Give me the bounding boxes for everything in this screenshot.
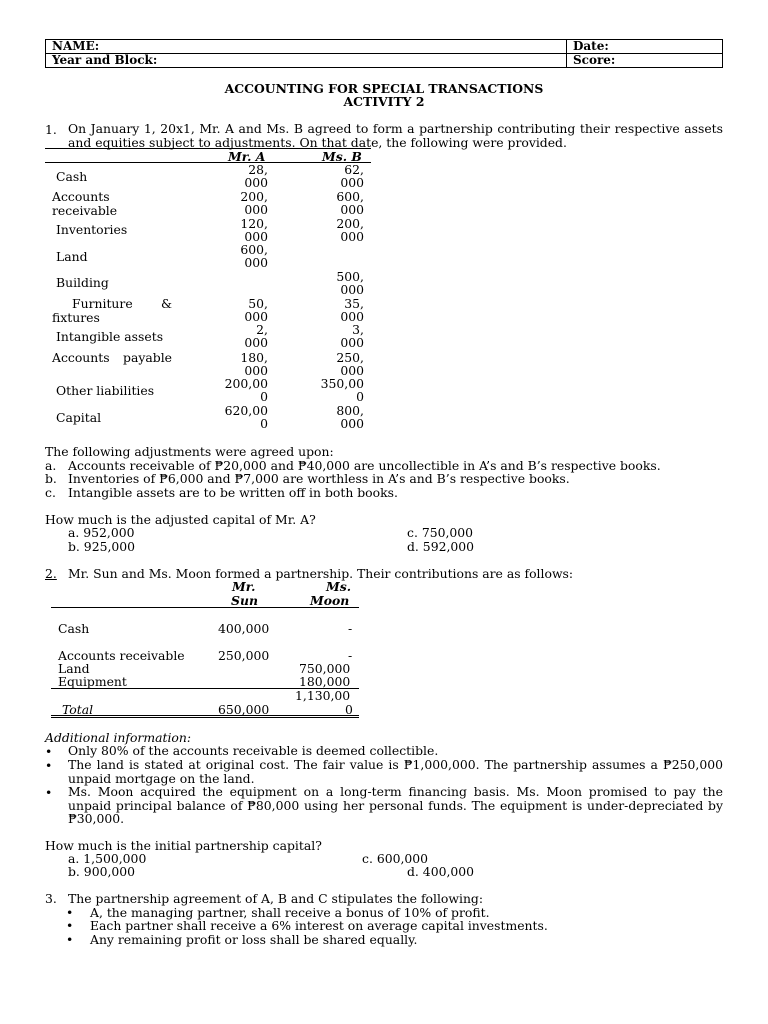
q1-row-label xyxy=(52,351,172,365)
q1-row-label: Inventories xyxy=(56,222,128,237)
q1-row-b: 250, 000 xyxy=(336,350,364,378)
q1-row-label-text: Furniture & fixtures xyxy=(52,296,172,325)
bullet-icon: • xyxy=(45,785,53,800)
q1-row-b: 35, 000 xyxy=(340,296,364,324)
q1-row-label: Other liabilities xyxy=(56,383,155,398)
q2-row-label: Accounts receivable xyxy=(58,648,185,663)
bullet-icon: • xyxy=(45,744,53,759)
header-table xyxy=(45,39,723,68)
q2-question: How much is the initial partnership capital? xyxy=(45,838,322,853)
q2-row-label: Land xyxy=(58,661,90,676)
q3-bullet-2: Each partner shall receive a 6% interest on average capital investments. xyxy=(90,918,548,933)
title-line2: ACTIVITY 2 xyxy=(343,94,425,109)
q1-adjust-c-text: Intangible assets are to be written off in both books. xyxy=(68,485,398,500)
q1-adjust-b-letter: b. xyxy=(45,471,57,486)
q1-row-b: 800, 000 xyxy=(336,403,364,431)
q2-total-moon-1: 1,130,00 xyxy=(295,688,351,703)
q1-row-label xyxy=(52,297,172,324)
q1-row-label: Land xyxy=(56,249,88,264)
q2-choice-d: d. 400,000 xyxy=(407,864,475,879)
q3-number: 3. xyxy=(45,891,57,906)
q1-choice-b: b. 925,000 xyxy=(68,539,136,554)
q1-row-a: 200,00 0 xyxy=(224,376,268,404)
q2-total-label: Total xyxy=(62,702,94,717)
q1-col-b: Ms. B xyxy=(322,149,362,164)
year-block-label: Year and Block: xyxy=(46,54,567,68)
q2-choice-a: a. 1,500,000 xyxy=(68,851,147,866)
q1-row-a: 28, 000 xyxy=(244,162,268,190)
name-label: NAME: xyxy=(46,40,567,54)
q2-row-moon: - xyxy=(348,621,353,636)
date-label: Date: xyxy=(567,40,723,54)
q1-row-a: 2, 000 xyxy=(244,322,268,350)
q2-table-head-rule xyxy=(51,607,359,608)
q1-row-a: 180, 000 xyxy=(240,350,268,378)
q2-row-label: Cash xyxy=(58,621,90,636)
q1-text: On January 1, 20x1, Mr. A and Ms. B agreed to form a partnership contributing their respective assets and equities subject to adjustments. On that date, the following were provided. xyxy=(68,121,723,150)
q2-bullet-1: Only 80% of the accounts receivable is deemed collectible. xyxy=(68,743,439,758)
q1-row-label: Cash xyxy=(56,169,88,184)
q1-adjust-c-letter: c. xyxy=(45,485,56,500)
q1-question: How much is the adjusted capital of Mr. A? xyxy=(45,512,316,527)
q1-adjust-intro: The following adjustments were agreed upon: xyxy=(45,444,334,459)
q1-row-label xyxy=(52,190,172,217)
q1-row-label: Capital xyxy=(56,410,102,425)
q1-row-b: 62, 000 xyxy=(340,162,364,190)
q1-row-label-text: Accounts payable xyxy=(52,350,172,365)
q2-row-label: Equipment xyxy=(58,674,127,689)
q1-row-b: 600, 000 xyxy=(336,189,364,217)
q2-col-moon-1: Ms. xyxy=(326,579,352,594)
q1-row-a: 620,00 0 xyxy=(224,403,268,431)
q1-row-label: Intangible assets xyxy=(56,329,164,344)
q2-total-sun: 650,000 xyxy=(218,702,270,717)
q1-choice-c: c. 750,000 xyxy=(407,525,474,540)
q2-bullet-2: The land is stated at original cost. The fair value is ₱1,000,000. The partnership assumes a ₱250,000 unpaid mortgage on the land. xyxy=(68,757,723,786)
q2-col-sun-2: Sun xyxy=(231,593,258,608)
q1-adjust-a-text: Accounts receivable of ₱20,000 and ₱40,000 are uncollectible in A’s and B’s respective books. xyxy=(68,458,661,473)
q1-col-a: Mr. A xyxy=(228,149,266,164)
q1-row-label-text: Accounts receivable xyxy=(52,189,118,218)
q2-row-moon: 750,000 xyxy=(299,661,351,676)
q1-table-top-rule xyxy=(45,148,371,149)
title-line1: ACCOUNTING FOR SPECIAL TRANSACTIONS xyxy=(224,81,544,96)
bullet-icon: • xyxy=(45,758,53,773)
q1-row-a: 120, 000 xyxy=(240,216,268,244)
q1-choice-a: a. 952,000 xyxy=(68,525,135,540)
score-label: Score: xyxy=(567,54,723,68)
q2-text: Mr. Sun and Ms. Moon formed a partnership. Their contributions are as follows: xyxy=(68,566,574,581)
q1-row-b: 500, 000 xyxy=(336,269,364,297)
q1-row-label: Building xyxy=(56,275,109,290)
q2-row-moon: 180,000 xyxy=(299,674,351,689)
q3-text: The partnership agreement of A, B and C stipulates the following: xyxy=(68,891,484,906)
q2-row-sun: 250,000 xyxy=(218,648,270,663)
bullet-icon: • xyxy=(66,918,74,933)
q1-row-b: 350,00 0 xyxy=(320,376,364,404)
q2-col-sun-1: Mr. xyxy=(232,579,256,594)
bullet-icon: • xyxy=(66,932,74,947)
q2-row-moon: - xyxy=(348,648,353,663)
q1-choice-d: d. 592,000 xyxy=(407,539,475,554)
q2-total-rule-1 xyxy=(51,715,359,716)
q3-bullet-1: A, the managing partner, shall receive a bonus of 10% of profit. xyxy=(90,905,490,920)
q2-col-moon-2: Moon xyxy=(310,593,350,608)
q1-adjust-a-letter: a. xyxy=(45,458,57,473)
q1-number: 1. xyxy=(45,122,57,137)
q2-number: 2. xyxy=(45,566,57,581)
q2-choice-c: c. 600,000 xyxy=(362,851,429,866)
q3-bullet-3: Any remaining profit or loss shall be shared equally. xyxy=(90,932,418,947)
q1-row-a: 50, 000 xyxy=(244,296,268,324)
q2-total-rule-2 xyxy=(51,717,359,718)
q2-choice-b: b. 900,000 xyxy=(68,864,136,879)
q2-row-sun: 400,000 xyxy=(218,621,270,636)
q2-total-moon-2: 0 xyxy=(345,702,353,717)
q1-row-b: 200, 000 xyxy=(336,216,364,244)
q1-adjust-b-text: Inventories of ₱6,000 and ₱7,000 are worthless in A’s and B’s respective books. xyxy=(68,471,570,486)
q1-row-a: 200, 000 xyxy=(240,189,268,217)
q2-additional-label: Additional information: xyxy=(45,730,192,745)
q1-row-b: 3, 000 xyxy=(340,322,364,350)
q1-row-a: 600, 000 xyxy=(240,242,268,270)
bullet-icon: • xyxy=(66,905,74,920)
q2-bullet-3: Ms. Moon acquired the equipment on a long-term financing basis. Ms. Moon promised to pay the unpaid principal balance of ₱80,000 using her personal funds. The equipment is under-depreciated by ₱30,000. xyxy=(68,784,723,826)
